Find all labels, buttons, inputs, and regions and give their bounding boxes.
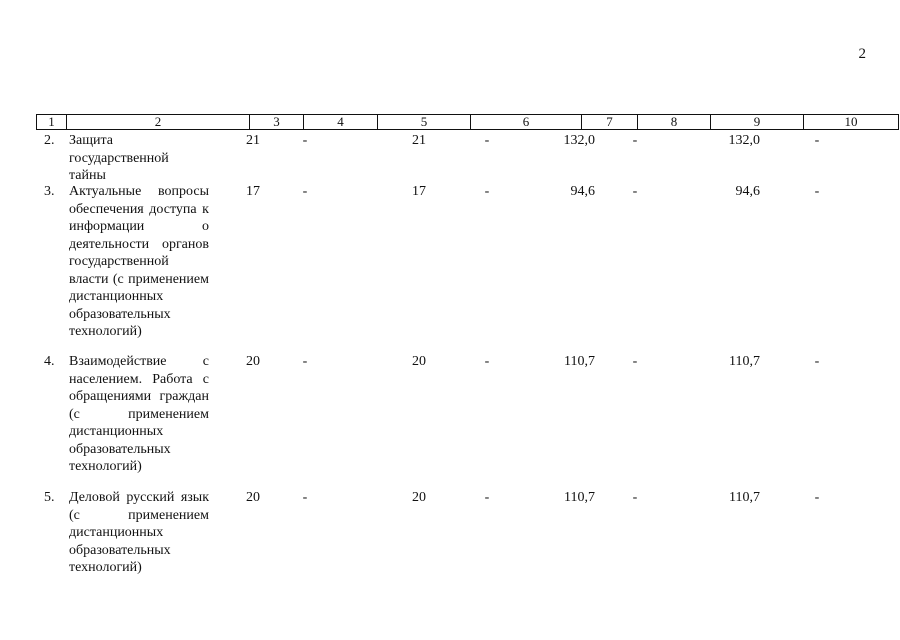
course-name: Актуальные вопросы обеспечения доступа к информации о деятельности органов государственной власти (с применением дистанционных образовательных технологий)	[69, 184, 209, 339]
cell-col-9: 132,0	[728, 133, 760, 148]
row-number: 4.	[44, 354, 55, 369]
page-number: 2	[858, 46, 866, 62]
cell-col-8: -	[632, 490, 638, 505]
cell-col-10: -	[814, 184, 820, 199]
cell-col-7: 110,7	[564, 354, 595, 369]
cell-col-10: -	[814, 354, 820, 369]
cell-col-10: -	[814, 490, 820, 505]
header-col-3: 3	[250, 115, 304, 130]
cell-col-3: 20	[246, 490, 260, 505]
header-col-10: 10	[804, 115, 899, 130]
course-name: Защита государственной тайны	[69, 133, 169, 183]
cell-col-9: 110,7	[729, 354, 760, 369]
cell-col-9: 110,7	[729, 490, 760, 505]
cell-col-5: 20	[412, 490, 426, 505]
cell-col-7: 110,7	[564, 490, 595, 505]
cell-col-6: -	[484, 490, 490, 505]
header-col-4: 4	[304, 115, 378, 130]
header-col-2: 2	[67, 115, 250, 130]
cell-col-9: 94,6	[735, 184, 760, 199]
cell-col-4: -	[302, 184, 308, 199]
course-name: Взаимодействие с населением. Работа с обращениями граждан (с применением дистанционных образовательных технологий)	[69, 354, 209, 474]
cell-col-4: -	[302, 133, 308, 148]
header-col-7: 7	[582, 115, 638, 130]
cell-col-8: -	[632, 133, 638, 148]
cell-col-5: 21	[412, 133, 426, 148]
cell-col-6: -	[484, 184, 490, 199]
header-col-6: 6	[471, 115, 582, 130]
cell-col-3: 21	[246, 133, 260, 148]
cell-col-5: 17	[412, 184, 426, 199]
column-number-header	[36, 114, 899, 130]
header-col-9: 9	[711, 115, 804, 130]
cell-col-8: -	[632, 354, 638, 369]
cell-col-8: -	[632, 184, 638, 199]
cell-col-3: 17	[246, 184, 260, 199]
course-name: Деловой русский язык (с применением дистанционных образовательных технологий)	[69, 490, 209, 575]
row-number: 2.	[44, 133, 55, 148]
cell-col-6: -	[484, 354, 490, 369]
cell-col-10: -	[814, 133, 820, 148]
cell-col-3: 20	[246, 354, 260, 369]
header-col-5: 5	[378, 115, 471, 130]
header-col-1: 1	[37, 115, 67, 130]
cell-col-6: -	[484, 133, 490, 148]
row-number: 3.	[44, 184, 55, 199]
cell-col-5: 20	[412, 354, 426, 369]
row-number: 5.	[44, 490, 55, 505]
cell-col-7: 132,0	[563, 133, 595, 148]
cell-col-7: 94,6	[570, 184, 595, 199]
header-col-8: 8	[638, 115, 711, 130]
cell-col-4: -	[302, 354, 308, 369]
cell-col-4: -	[302, 490, 308, 505]
